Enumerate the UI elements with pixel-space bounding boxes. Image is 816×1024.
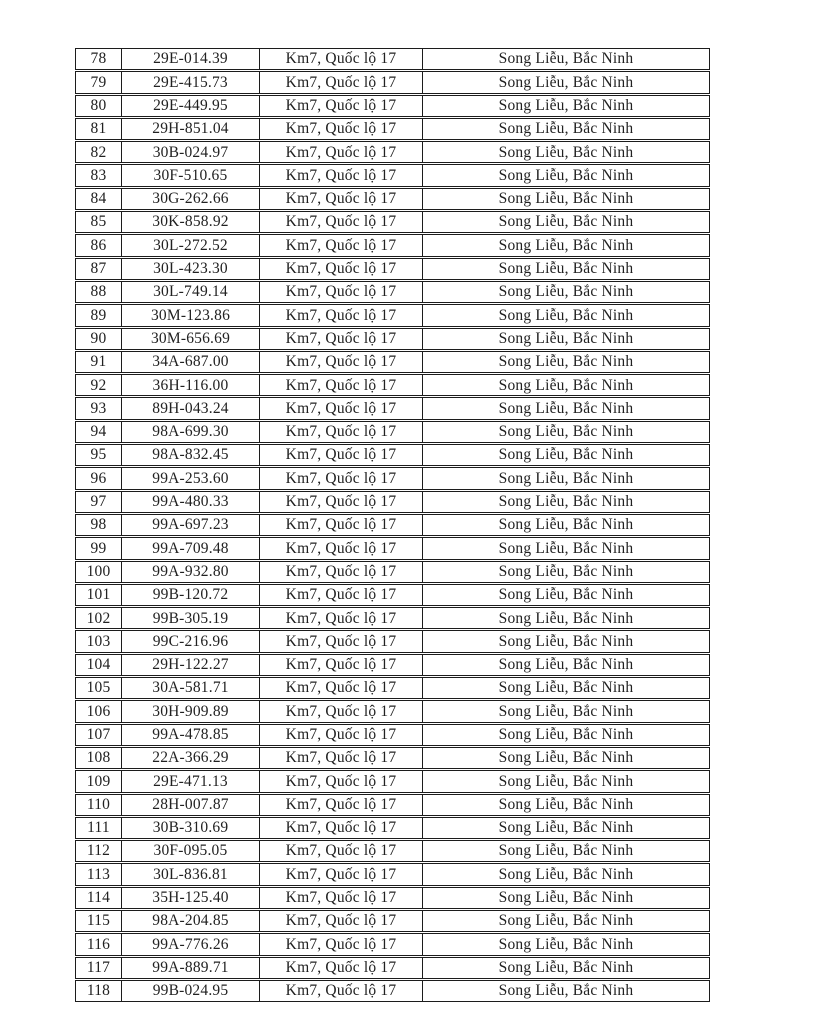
- plate-cell: 89H-043.24: [122, 398, 260, 418]
- area-cell: Song Liễu, Bắc Ninh: [498, 795, 634, 813]
- plate-cell: 34A-687.00: [122, 352, 260, 372]
- row-number-cell: 96: [76, 468, 122, 488]
- row-number-cell: 86: [76, 235, 122, 255]
- row-number-cell: 113: [76, 864, 122, 884]
- plate-cell: 30A-581.71: [122, 678, 260, 698]
- location-cell: Km7, Quốc lộ 17: [260, 864, 423, 884]
- area-cell: Song Liễu, Bắc Ninh: [498, 493, 634, 511]
- row-number-cell: 118: [76, 981, 122, 1001]
- location-cell: Km7, Quốc lộ 17: [260, 165, 423, 185]
- table-row: [75, 654, 710, 676]
- table-row: [75, 397, 710, 419]
- table-row: [75, 258, 710, 280]
- location-cell: Km7, Quốc lộ 17: [260, 329, 423, 349]
- row-number-cell: 110: [76, 795, 122, 815]
- location-cell: Km7, Quốc lộ 17: [260, 585, 423, 605]
- row-number-cell: 104: [76, 655, 122, 675]
- area-cell: Song Liễu, Bắc Ninh: [498, 329, 634, 347]
- location-cell: Km7, Quốc lộ 17: [260, 841, 423, 861]
- table-row: [75, 887, 710, 909]
- plate-cell: 98A-204.85: [122, 911, 260, 931]
- row-number-cell: 93: [76, 398, 122, 418]
- row-number-cell: 108: [76, 748, 122, 768]
- table-row: [75, 48, 710, 70]
- table-row: [75, 467, 710, 489]
- plate-cell: 30B-024.97: [122, 142, 260, 162]
- plate-cell: 30F-095.05: [122, 841, 260, 861]
- plate-cell: 99A-889.71: [122, 958, 260, 978]
- plate-cell: 29E-014.39: [122, 49, 260, 69]
- location-cell: Km7, Quốc lộ 17: [260, 515, 423, 535]
- row-number-cell: 101: [76, 585, 122, 605]
- row-number-cell: 80: [76, 96, 122, 116]
- row-number-cell: 111: [76, 818, 122, 838]
- area-cell: Song Liễu, Bắc Ninh: [498, 819, 634, 837]
- row-number-cell: 98: [76, 515, 122, 535]
- row-number-cell: 112: [76, 841, 122, 861]
- location-cell: Km7, Quốc lộ 17: [260, 795, 423, 815]
- plate-cell: 99A-478.85: [122, 725, 260, 745]
- table-row: [75, 118, 710, 140]
- row-number-cell: 115: [76, 911, 122, 931]
- location-cell: Km7, Quốc lộ 17: [260, 934, 423, 954]
- table-row: [75, 328, 710, 350]
- location-cell: Km7, Quốc lộ 17: [260, 655, 423, 675]
- plate-cell: 99B-305.19: [122, 608, 260, 628]
- table-row: [75, 211, 710, 233]
- location-cell: Km7, Quốc lộ 17: [260, 981, 423, 1001]
- location-cell: Km7, Quốc lộ 17: [260, 49, 423, 69]
- area-cell: Song Liễu, Bắc Ninh: [498, 399, 634, 417]
- area-cell: Song Liễu, Bắc Ninh: [498, 562, 634, 580]
- table-row: [75, 514, 710, 536]
- table-row: [75, 584, 710, 606]
- table-row: [75, 188, 710, 210]
- location-cell: Km7, Quốc lộ 17: [260, 748, 423, 768]
- row-number-cell: 84: [76, 189, 122, 209]
- plate-cell: 30M-656.69: [122, 329, 260, 349]
- plate-cell: 29E-471.13: [122, 771, 260, 791]
- plate-cell: 99A-932.80: [122, 562, 260, 582]
- table-row: [75, 933, 710, 955]
- area-cell: Song Liễu, Bắc Ninh: [498, 958, 634, 976]
- table-row: [75, 840, 710, 862]
- plate-cell: 30K-858.92: [122, 212, 260, 232]
- area-cell: Song Liễu, Bắc Ninh: [498, 702, 634, 720]
- plate-cell: 28H-007.87: [122, 795, 260, 815]
- plate-cell: 29E-449.95: [122, 96, 260, 116]
- table-row: [75, 281, 710, 303]
- table-row: [75, 421, 710, 443]
- row-number-cell: 99: [76, 538, 122, 558]
- row-number-cell: 105: [76, 678, 122, 698]
- area-cell: Song Liễu, Bắc Ninh: [498, 726, 634, 743]
- row-number-cell: 87: [76, 259, 122, 279]
- plate-cell: 30L-272.52: [122, 235, 260, 255]
- plate-cell: 99A-776.26: [122, 934, 260, 954]
- plate-cell: 99A-709.48: [122, 538, 260, 558]
- plate-cell: 22A-366.29: [122, 748, 260, 768]
- area-cell: Song Liễu, Bắc Ninh: [498, 50, 634, 68]
- location-cell: Km7, Quốc lộ 17: [260, 631, 423, 651]
- area-cell: Song Liễu, Bắc Ninh: [498, 772, 634, 790]
- area-cell: Song Liễu, Bắc Ninh: [498, 166, 634, 184]
- area-cell: Song Liễu, Bắc Ninh: [498, 469, 634, 487]
- area-cell: Song Liễu, Bắc Ninh: [498, 539, 634, 557]
- area-cell: Song Liễu, Bắc Ninh: [498, 982, 634, 1000]
- plate-cell: 99A-480.33: [122, 492, 260, 512]
- location-cell: Km7, Quốc lộ 17: [260, 562, 423, 582]
- table-row: [75, 444, 710, 466]
- location-cell: Km7, Quốc lộ 17: [260, 305, 423, 325]
- location-cell: Km7, Quốc lộ 17: [260, 352, 423, 372]
- row-number-cell: 106: [76, 701, 122, 721]
- area-cell: Song Liễu, Bắc Ninh: [498, 912, 634, 930]
- location-cell: Km7, Quốc lộ 17: [260, 282, 423, 302]
- area-cell: Song Liễu, Bắc Ninh: [498, 306, 634, 324]
- area-cell: Song Liễu, Bắc Ninh: [498, 632, 634, 650]
- area-cell: Song Liễu, Bắc Ninh: [498, 190, 634, 208]
- area-cell: Song Liễu, Bắc Ninh: [498, 749, 634, 767]
- area-cell: Song Liễu, Bắc Ninh: [498, 656, 634, 674]
- location-cell: Km7, Quốc lộ 17: [260, 608, 423, 628]
- table-row: [75, 234, 710, 256]
- table-row: [75, 537, 710, 559]
- plate-cell: 99A-253.60: [122, 468, 260, 488]
- area-cell: Song Liễu, Bắc Ninh: [498, 679, 634, 697]
- table-row: [75, 863, 710, 885]
- row-number-cell: 100: [76, 562, 122, 582]
- row-number-cell: 83: [76, 165, 122, 185]
- row-number-cell: 107: [76, 725, 122, 745]
- vehicle-table: [75, 48, 710, 1002]
- table-row: [75, 141, 710, 163]
- plate-cell: 99C-216.96: [122, 631, 260, 651]
- table-row: [75, 561, 710, 583]
- plate-cell: 29E-415.73: [122, 72, 260, 92]
- row-number-cell: 103: [76, 631, 122, 651]
- table-row: [75, 700, 710, 722]
- location-cell: Km7, Quốc lộ 17: [260, 142, 423, 162]
- area-cell: Song Liễu, Bắc Ninh: [498, 935, 634, 953]
- row-number-cell: 97: [76, 492, 122, 512]
- plate-cell: 30L-749.14: [122, 282, 260, 302]
- plate-cell: 30M-123.86: [122, 305, 260, 325]
- area-cell: Song Liễu, Bắc Ninh: [498, 120, 634, 138]
- area-cell: Song Liễu, Bắc Ninh: [498, 446, 634, 464]
- plate-cell: 98A-832.45: [122, 445, 260, 465]
- table-row: [75, 95, 710, 117]
- table-row: [75, 71, 710, 93]
- row-number-cell: 88: [76, 282, 122, 302]
- area-cell: Song Liễu, Bắc Ninh: [498, 236, 634, 254]
- row-number-cell: 116: [76, 934, 122, 954]
- plate-cell: 29H-851.04: [122, 119, 260, 139]
- area-cell: Song Liễu, Bắc Ninh: [498, 353, 634, 371]
- plate-cell: 29H-122.27: [122, 655, 260, 675]
- location-cell: Km7, Quốc lộ 17: [260, 911, 423, 931]
- row-number-cell: 78: [76, 49, 122, 69]
- location-cell: Km7, Quốc lộ 17: [260, 375, 423, 395]
- plate-cell: 99B-024.95: [122, 981, 260, 1001]
- row-number-cell: 109: [76, 771, 122, 791]
- plate-cell: 30F-510.65: [122, 165, 260, 185]
- location-cell: Km7, Quốc lộ 17: [260, 259, 423, 279]
- table-row: [75, 374, 710, 396]
- location-cell: Km7, Quốc lộ 17: [260, 468, 423, 488]
- location-cell: Km7, Quốc lộ 17: [260, 888, 423, 908]
- area-cell: Song Liễu, Bắc Ninh: [498, 96, 634, 114]
- table-row: [75, 607, 710, 629]
- row-number-cell: 117: [76, 958, 122, 978]
- table-row: [75, 794, 710, 816]
- row-number-cell: 92: [76, 375, 122, 395]
- table-row: [75, 304, 710, 326]
- row-number-cell: 95: [76, 445, 122, 465]
- table-row: [75, 747, 710, 769]
- table-row: [75, 957, 710, 979]
- row-number-cell: 94: [76, 422, 122, 442]
- location-cell: Km7, Quốc lộ 17: [260, 701, 423, 721]
- row-number-cell: 91: [76, 352, 122, 372]
- area-cell: Song Liễu, Bắc Ninh: [498, 865, 634, 883]
- area-cell: Song Liễu, Bắc Ninh: [498, 376, 634, 394]
- area-cell: Song Liễu, Bắc Ninh: [498, 609, 634, 627]
- row-number-cell: 82: [76, 142, 122, 162]
- area-cell: Song Liễu, Bắc Ninh: [498, 73, 634, 91]
- plate-cell: 30L-423.30: [122, 259, 260, 279]
- area-cell: Song Liễu, Bắc Ninh: [498, 260, 634, 278]
- row-number-cell: 85: [76, 212, 122, 232]
- plate-cell: 35H-125.40: [122, 888, 260, 908]
- plate-cell: 99A-697.23: [122, 515, 260, 535]
- location-cell: Km7, Quốc lộ 17: [260, 119, 423, 139]
- area-cell: Song Liễu, Bắc Ninh: [498, 842, 634, 860]
- location-cell: Km7, Quốc lộ 17: [260, 72, 423, 92]
- location-cell: Km7, Quốc lộ 17: [260, 492, 423, 512]
- row-number-cell: 102: [76, 608, 122, 628]
- table-row: [75, 630, 710, 652]
- plate-cell: 98A-699.30: [122, 422, 260, 442]
- location-cell: Km7, Quốc lộ 17: [260, 398, 423, 418]
- location-cell: Km7, Quốc lộ 17: [260, 958, 423, 978]
- plate-cell: 30G-262.66: [122, 189, 260, 209]
- table-row: [75, 351, 710, 373]
- location-cell: Km7, Quốc lộ 17: [260, 235, 423, 255]
- table-row: [75, 491, 710, 513]
- plate-cell: 30L-836.81: [122, 864, 260, 884]
- area-cell: Song Liễu, Bắc Ninh: [498, 516, 634, 534]
- plate-cell: 30H-909.89: [122, 701, 260, 721]
- plate-cell: 30B-310.69: [122, 818, 260, 838]
- location-cell: Km7, Quốc lộ 17: [260, 96, 423, 116]
- table-row: [75, 910, 710, 932]
- row-number-cell: 79: [76, 72, 122, 92]
- row-number-cell: 90: [76, 329, 122, 349]
- table-row: [75, 677, 710, 699]
- location-cell: Km7, Quốc lộ 17: [260, 818, 423, 838]
- location-cell: Km7, Quốc lộ 17: [260, 725, 423, 745]
- location-cell: Km7, Quốc lộ 17: [260, 538, 423, 558]
- location-cell: Km7, Quốc lộ 17: [260, 771, 423, 791]
- table-row: [75, 980, 710, 1002]
- location-cell: Km7, Quốc lộ 17: [260, 445, 423, 465]
- row-number-cell: 89: [76, 305, 122, 325]
- table-row: [75, 770, 710, 792]
- area-cell: Song Liễu, Bắc Ninh: [498, 213, 634, 231]
- area-cell: Song Liễu, Bắc Ninh: [498, 889, 634, 907]
- area-cell: Song Liễu, Bắc Ninh: [498, 283, 634, 301]
- location-cell: Km7, Quốc lộ 17: [260, 189, 423, 209]
- location-cell: Km7, Quốc lộ 17: [260, 678, 423, 698]
- plate-cell: 36H-116.00: [122, 375, 260, 395]
- area-cell: Song Liễu, Bắc Ninh: [498, 143, 634, 161]
- row-number-cell: 114: [76, 888, 122, 908]
- table-row: [75, 724, 710, 746]
- table-row: [75, 164, 710, 186]
- area-cell: Song Liễu, Bắc Ninh: [498, 586, 634, 604]
- location-cell: Km7, Quốc lộ 17: [260, 212, 423, 232]
- row-number-cell: 81: [76, 119, 122, 139]
- location-cell: Km7, Quốc lộ 17: [260, 422, 423, 442]
- plate-cell: 99B-120.72: [122, 585, 260, 605]
- table-row: [75, 817, 710, 839]
- area-cell: Song Liễu, Bắc Ninh: [498, 423, 634, 441]
